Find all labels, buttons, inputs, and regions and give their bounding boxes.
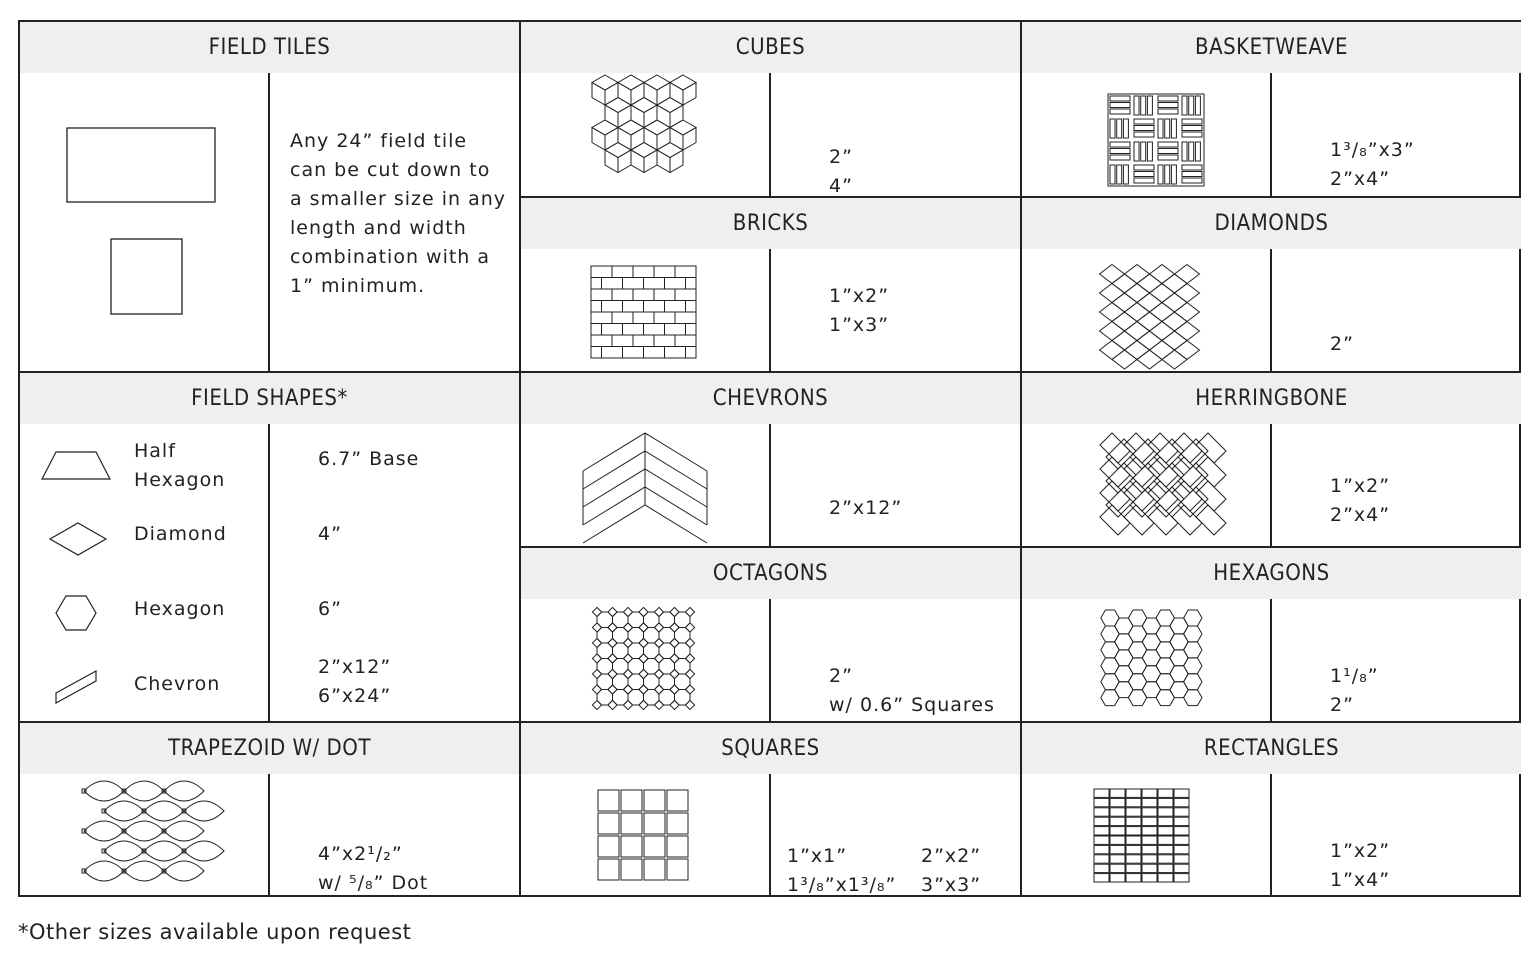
tile-spec-table: [18, 20, 1521, 897]
shape-name-diamond: Diamond: [134, 523, 227, 545]
shape-name-hexagon: Hexagon: [134, 598, 226, 620]
cubes-pattern-icon: [589, 76, 699, 194]
squares-title: SQUARES: [521, 723, 1020, 774]
bricks-title: BRICKS: [521, 198, 1020, 249]
field-tiles-description: Any 24” field tile can be cut down to a smaller size in any length and width combination with a 1” minimum.: [290, 130, 507, 297]
diamonds-cell: [1022, 198, 1521, 371]
herringbone-cell: [1022, 373, 1521, 546]
chevrons-sizes: 2”x12”: [829, 497, 903, 519]
field-tiles-title: FIELD TILES: [20, 22, 519, 73]
shape-size-chevron: 2”x12” 6”x24”: [318, 656, 392, 707]
squares-sizes-left: 1”x1” 1³/₈”x1³/₈”: [787, 845, 897, 896]
bricks-sizes: 1”x2” 1”x3”: [829, 285, 890, 336]
hexagons-pattern-icon: [1100, 608, 1212, 704]
octagons-sizes: 2” w/ 0.6” Squares: [829, 665, 995, 716]
half-hexagon-icon: [42, 451, 112, 481]
chevrons-cell: [521, 373, 1020, 546]
shape-size-hexagon: 6”: [318, 598, 342, 620]
rectangles-pattern-icon: [1094, 789, 1190, 885]
field-shapes-title: FIELD SHAPES*: [20, 373, 519, 424]
hexagons-title: HEXAGONS: [1022, 548, 1521, 599]
squares-sizes-right: 2”x2” 3”x3”: [921, 845, 982, 896]
cubes-cell: [521, 22, 1020, 196]
trapezoid-title: TRAPEZOID W/ DOT: [20, 723, 519, 774]
herringbone-title: HERRINGBONE: [1022, 373, 1521, 424]
chevrons-title: CHEVRONS: [521, 373, 1020, 424]
octagons-pattern-icon: [595, 610, 695, 705]
bricks-pattern-icon: [591, 266, 697, 361]
trapezoid-dot-pattern-icon: [82, 779, 212, 891]
basketweave-sizes: 1³/₈”x3” 2”x4”: [1330, 139, 1415, 190]
shape-size-diamond: 4”: [318, 523, 342, 545]
chevrons-pattern-icon: [583, 433, 707, 529]
field-tiles-cell: [20, 22, 519, 371]
diamonds-sizes: 2”: [1330, 333, 1354, 355]
shape-name-half-hexagon: Half Hexagon: [134, 440, 226, 491]
cubes-sizes: 2” 4”: [829, 146, 853, 197]
hexagons-sizes: 1¹/₈” 2”: [1330, 665, 1379, 716]
diamonds-title: DIAMONDS: [1022, 198, 1521, 249]
trapezoid-cell: [20, 723, 519, 897]
trapezoid-sizes: 4”x2¹/₂” w/ ⁵/₈” Dot: [318, 843, 429, 894]
basketweave-cell: [1022, 22, 1521, 196]
hexagon-shape-icon: [56, 595, 98, 631]
squares-pattern-icon: [597, 789, 693, 885]
basketweave-pattern-icon: [1108, 94, 1204, 186]
hexagons-cell: [1022, 548, 1521, 721]
squares-cell: [521, 723, 1020, 897]
shape-size-half-hexagon: 6.7” Base: [318, 448, 420, 470]
basketweave-title: BASKETWEAVE: [1022, 22, 1521, 73]
rectangles-title: RECTANGLES: [1022, 723, 1521, 774]
octagons-title: OCTAGONS: [521, 548, 1020, 599]
footnote: *Other sizes available upon request: [18, 920, 412, 944]
shape-name-chevron: Chevron: [134, 673, 221, 695]
herringbone-pattern-icon: [1096, 433, 1218, 529]
rectangles-sizes: 1”x2” 1”x4”: [1330, 840, 1391, 891]
cubes-title: CUBES: [521, 22, 1020, 73]
diamonds-pattern-icon: [1098, 266, 1200, 359]
rectangles-cell: [1022, 723, 1521, 897]
bricks-cell: [521, 198, 1020, 371]
chevron-shape-icon: [54, 669, 102, 709]
octagons-cell: [521, 548, 1020, 721]
diamond-shape-icon: [48, 522, 108, 556]
herringbone-sizes: 1”x2” 2”x4”: [1330, 475, 1391, 526]
field-shapes-cell: [20, 373, 519, 721]
